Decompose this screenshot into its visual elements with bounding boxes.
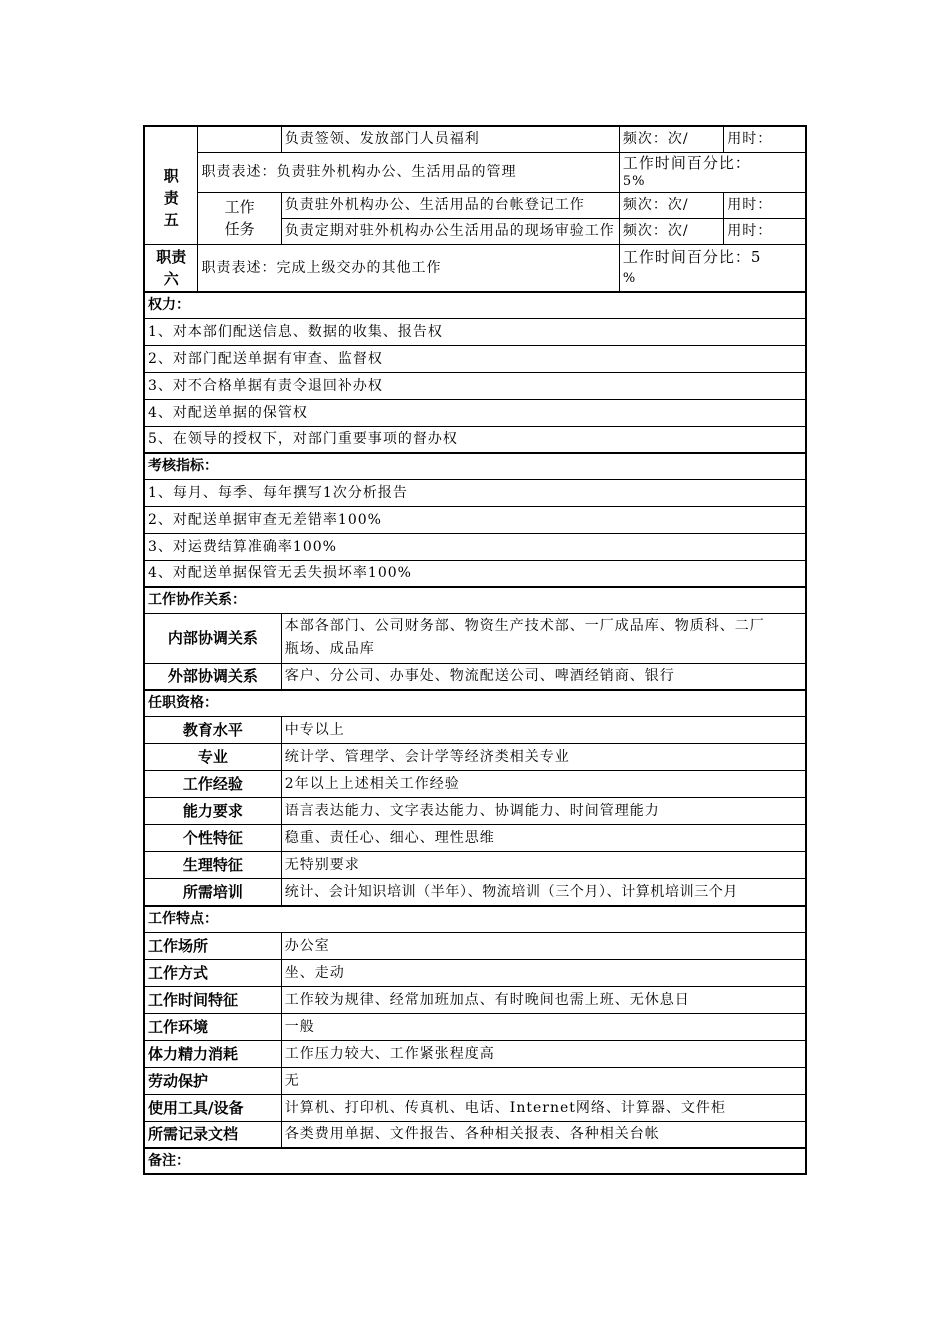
internal-relations-line: 瓶场、成品库 xyxy=(284,641,375,657)
section-heading: 考核指标： xyxy=(144,453,806,479)
feature-label: 使用工具/设备 xyxy=(144,1094,281,1121)
job-description-sheet xyxy=(143,125,807,1175)
work-task-label-part: 任务 xyxy=(224,220,255,238)
table-row xyxy=(144,797,806,824)
feature-value: 工作压力较大、工作紧张程度高 xyxy=(281,1040,806,1067)
internal-relations-row xyxy=(144,613,806,663)
power-item: 5、在领导的授权下，对部门重要事项的督办权 xyxy=(144,426,806,453)
table-row xyxy=(144,1040,806,1067)
work-task-label-part: 工作 xyxy=(224,198,255,216)
qualification-label: 教育水平 xyxy=(144,716,281,743)
duty-five-label-char: 责 xyxy=(163,188,179,207)
feature-label: 所需记录文档 xyxy=(144,1121,281,1148)
percent-value: % xyxy=(622,270,637,286)
feature-value: 各类费用单据、文件报告、各种相关报表、各种相关台帐 xyxy=(281,1121,806,1148)
section-heading: 工作协作关系： xyxy=(144,587,806,613)
task-text: 负责定期对驻外机构办公生活用品的现场审验工作 xyxy=(281,218,619,244)
table-row xyxy=(144,770,806,797)
qualification-label: 所需培训 xyxy=(144,878,281,906)
power-item: 1、对本部们配送信息、数据的收集、报告权 xyxy=(144,318,806,345)
assessment-item: 4、对配送单据保管无丢失损坏率100% xyxy=(144,560,806,587)
duty-six-label xyxy=(144,244,198,292)
duty-five-label-top xyxy=(144,126,198,152)
duty-five-label-char: 五 xyxy=(163,210,179,229)
section-heading: 备注： xyxy=(144,1148,806,1174)
table-row xyxy=(144,851,806,878)
features-section-header xyxy=(144,906,806,932)
table-row xyxy=(144,1121,806,1148)
percent-label: 工作时间百分比：5 xyxy=(622,247,762,266)
work-task-label xyxy=(198,192,281,244)
qualification-value: 中专以上 xyxy=(281,716,806,743)
power-item: 3、对不合格单据有责令退回补办权 xyxy=(144,372,806,399)
power-item: 2、对部门配送单据有审查、监督权 xyxy=(144,345,806,372)
table-row xyxy=(144,1013,806,1040)
time-cell: 用时： xyxy=(724,192,806,218)
assessment-section-header xyxy=(144,453,806,479)
internal-relations-label: 内部协调关系 xyxy=(144,613,281,663)
duty-six-label-part: 六 xyxy=(163,269,179,288)
qualification-label: 生理特征 xyxy=(144,851,281,878)
table-row xyxy=(144,932,806,959)
feature-value: 办公室 xyxy=(281,932,806,959)
qualification-label: 个性特征 xyxy=(144,824,281,851)
blank-cell xyxy=(198,126,281,152)
task-text: 负责驻外机构办公、生活用品的台帐登记工作 xyxy=(281,192,619,218)
feature-value: 一般 xyxy=(281,1013,806,1040)
qualification-value: 语言表达能力、文字表达能力、协调能力、时间管理能力 xyxy=(281,797,806,824)
duty-five-top-row xyxy=(144,126,806,152)
external-relations-value: 客户、分公司、办事处、物流配送公司、啤酒经销商、银行 xyxy=(281,663,806,690)
external-relations-row xyxy=(144,663,806,690)
feature-label: 工作场所 xyxy=(144,932,281,959)
remarks-section-header xyxy=(144,1148,806,1174)
percent-label: 工作时间百分比： xyxy=(622,153,751,172)
table-row xyxy=(144,1067,806,1094)
duty-five-label xyxy=(144,152,198,244)
section-heading: 任职资格： xyxy=(144,690,806,716)
feature-value: 工作较为规律、经常加班加点、有时晚间也需上班、无休息日 xyxy=(281,986,806,1013)
list-item xyxy=(144,560,806,587)
section-heading: 工作特点： xyxy=(144,906,806,932)
table-row xyxy=(144,716,806,743)
assessment-item: 3、对运费结算准确率100% xyxy=(144,533,806,560)
external-relations-label: 外部协调关系 xyxy=(144,663,281,690)
qualification-value: 统计、会计知识培训（半年）、物流培训（三个月）、计算机培训三个月 xyxy=(281,878,806,906)
qualification-label: 专业 xyxy=(144,743,281,770)
qualification-label: 能力要求 xyxy=(144,797,281,824)
duty-five-description: 职责表述：负责驻外机构办公、生活用品的管理 xyxy=(198,152,619,192)
feature-label: 工作方式 xyxy=(144,959,281,986)
table-row xyxy=(144,824,806,851)
qualification-value: 无特别要求 xyxy=(281,851,806,878)
time-cell: 用时： xyxy=(724,126,806,152)
cooperation-section-header xyxy=(144,587,806,613)
list-item xyxy=(144,506,806,533)
assessment-item: 2、对配送单据审查无差错率100% xyxy=(144,506,806,533)
frequency-cell: 频次：次/ xyxy=(619,218,723,244)
internal-relations-value xyxy=(281,613,806,663)
duty-five-task-row xyxy=(144,192,806,218)
assessment-item: 1、每月、每季、每年撰写1次分析报告 xyxy=(144,479,806,506)
list-item xyxy=(144,426,806,453)
duty-five-percent xyxy=(619,152,806,192)
qualification-label: 工作经验 xyxy=(144,770,281,797)
section-heading: 权力： xyxy=(144,292,806,318)
frequency-cell: 频次：次/ xyxy=(619,126,723,152)
power-item: 4、对配送单据的保管权 xyxy=(144,399,806,426)
feature-value: 计算机、打印机、传真机、电话、Internet网络、计算器、文件柜 xyxy=(281,1094,806,1121)
qualification-value: 稳重、责任心、细心、理性思维 xyxy=(281,824,806,851)
feature-label: 体力精力消耗 xyxy=(144,1040,281,1067)
duty-six-percent xyxy=(619,244,806,292)
frequency-cell: 频次：次/ xyxy=(619,192,723,218)
list-item xyxy=(144,479,806,506)
internal-relations-line: 本部各部门、公司财务部、物资生产技术部、一厂成品库、物质科、二厂 xyxy=(284,618,765,634)
list-item xyxy=(144,533,806,560)
list-item xyxy=(144,345,806,372)
duty-five-desc-row xyxy=(144,152,806,192)
power-section-header xyxy=(144,292,806,318)
table-row xyxy=(144,959,806,986)
duty-six-row xyxy=(144,244,806,292)
duty-six-description: 职责表述：完成上级交办的其他工作 xyxy=(198,244,619,292)
percent-value: 5% xyxy=(622,173,646,189)
qualification-value: 2年以上上述相关工作经验 xyxy=(281,770,806,797)
qualification-value: 统计学、管理学、会计学等经济类相关专业 xyxy=(281,743,806,770)
feature-label: 工作时间特征 xyxy=(144,986,281,1013)
list-item xyxy=(144,399,806,426)
feature-label: 劳动保护 xyxy=(144,1067,281,1094)
duty-six-label-part: 职责 xyxy=(156,247,187,266)
table-row xyxy=(144,878,806,906)
list-item xyxy=(144,318,806,345)
time-cell: 用时： xyxy=(724,218,806,244)
table-row xyxy=(144,743,806,770)
list-item xyxy=(144,372,806,399)
duty-five-label-char: 职 xyxy=(163,166,179,185)
table-row xyxy=(144,986,806,1013)
duty-five-top-task: 负责签领、发放部门人员福利 xyxy=(281,126,619,152)
job-description-table xyxy=(143,125,807,1175)
table-row xyxy=(144,1094,806,1121)
feature-value: 无 xyxy=(281,1067,806,1094)
feature-label: 工作环境 xyxy=(144,1013,281,1040)
feature-value: 坐、走动 xyxy=(281,959,806,986)
qualification-section-header xyxy=(144,690,806,716)
